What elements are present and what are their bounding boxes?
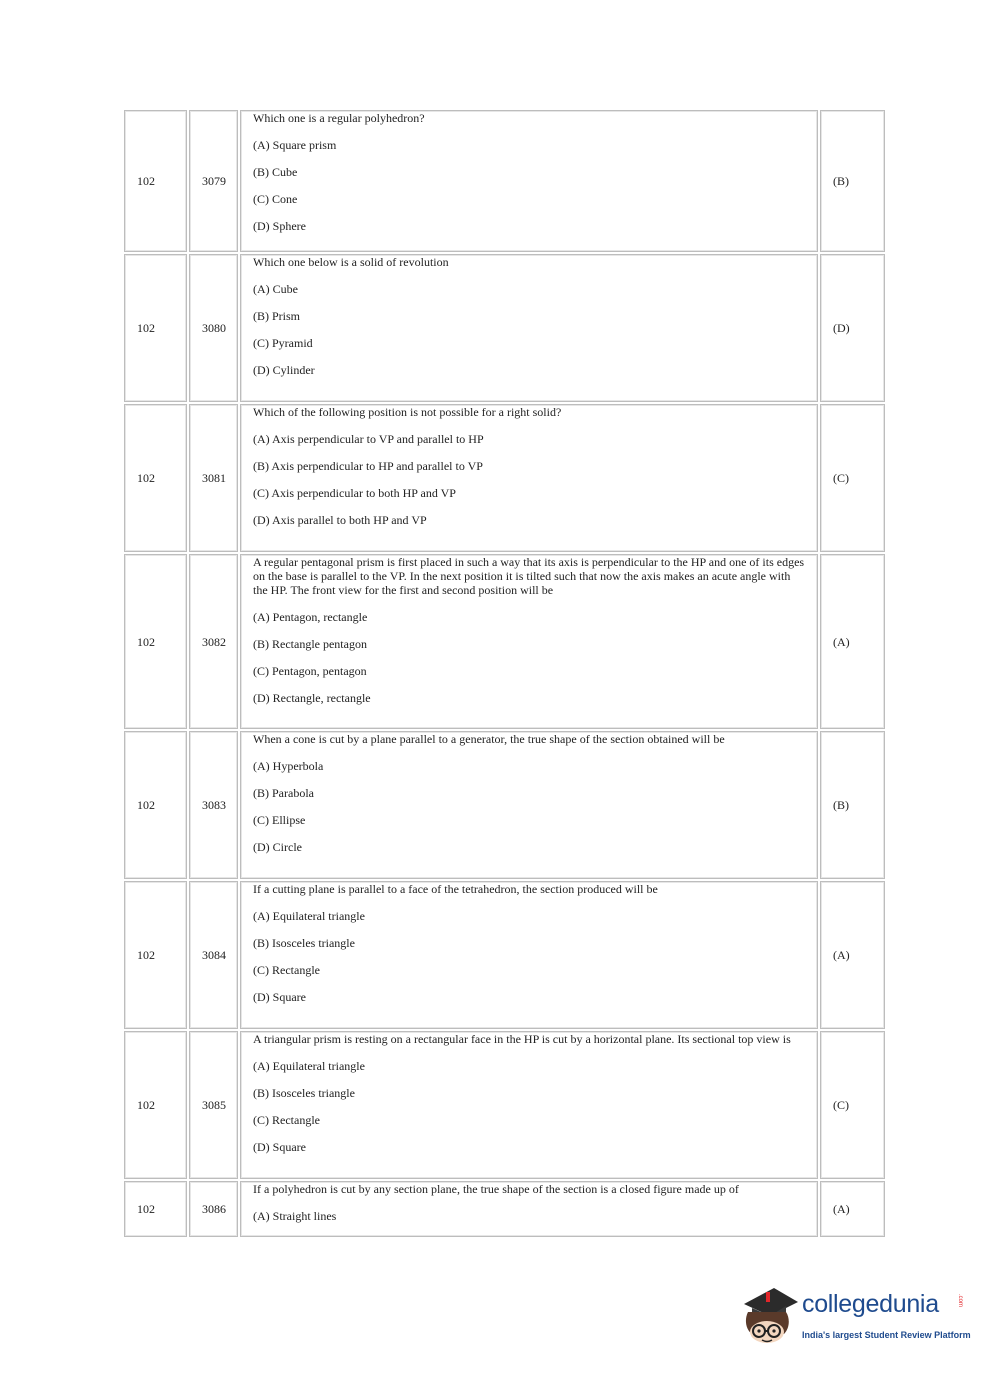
- answer-option: (C) Pentagon, pentagon: [253, 664, 367, 678]
- answer-option: (D) Rectangle, rectangle: [253, 691, 371, 705]
- answer-option: (D) Sphere: [253, 219, 306, 233]
- question-cell: [240, 254, 818, 402]
- logo-domain-suffix: .com: [957, 1294, 963, 1308]
- question-text: A regular pentagonal prism is first placed in such a way that its axis is perpendicular to the HP and one of its edges on the base is parallel to the VP. In the next position it is tilted such that now the axis makes an acute angle with the HP. The front view for the first and second position will be: [253, 555, 805, 597]
- answer-option: (D) Square: [253, 1140, 306, 1154]
- question-number-cell: 3080: [189, 254, 238, 402]
- subject-code-cell: 102: [124, 554, 187, 729]
- answer-option: (C) Rectangle: [253, 963, 320, 977]
- subject-code-cell: 102: [124, 1181, 187, 1237]
- question-number-cell: 3086: [189, 1181, 238, 1237]
- question-cell: [240, 1031, 818, 1179]
- question-cell: [240, 881, 818, 1029]
- question-row: [124, 731, 885, 879]
- question-number-cell: 3084: [189, 881, 238, 1029]
- question-number-cell: 3082: [189, 554, 238, 729]
- answer-option: (D) Cylinder: [253, 363, 315, 377]
- logo-tagline: India's largest Student Review Platform: [802, 1330, 971, 1340]
- subject-code-cell: 102: [124, 731, 187, 879]
- correct-answer-cell: (A): [820, 881, 885, 1029]
- answer-option: (B) Axis perpendicular to HP and parallel to VP: [253, 459, 483, 473]
- subject-code-cell: 102: [124, 881, 187, 1029]
- answer-option: (B) Parabola: [253, 786, 314, 800]
- subject-code-cell: 102: [124, 254, 187, 402]
- correct-answer-cell: (C): [820, 404, 885, 552]
- answer-option: (C) Cone: [253, 192, 298, 206]
- answer-option: (A) Hyperbola: [253, 759, 324, 773]
- correct-answer-cell: (A): [820, 1181, 885, 1237]
- answer-option: (C) Rectangle: [253, 1113, 320, 1127]
- answer-option: (A) Square prism: [253, 138, 337, 152]
- subject-code-cell: 102: [124, 404, 187, 552]
- question-text: When a cone is cut by a plane parallel to a generator, the true shape of the section obtained will be: [253, 732, 725, 746]
- correct-answer-cell: (B): [820, 110, 885, 252]
- answer-option: (A) Axis perpendicular to VP and parallel to HP: [253, 432, 484, 446]
- answer-option: (A) Cube: [253, 282, 298, 296]
- logo-wordmark: collegedunia: [802, 1290, 939, 1318]
- question-text: Which one below is a solid of revolution: [253, 255, 449, 269]
- question-number-cell: 3079: [189, 110, 238, 252]
- question-cell: [240, 1181, 818, 1237]
- answer-option: (A) Equilateral triangle: [253, 1059, 365, 1073]
- answer-option: (D) Axis parallel to both HP and VP: [253, 513, 427, 527]
- question-row: [124, 110, 885, 252]
- question-text: Which of the following position is not possible for a right solid?: [253, 405, 562, 419]
- question-row: [124, 1181, 885, 1237]
- question-cell: [240, 731, 818, 879]
- answer-option: (C) Axis perpendicular to both HP and VP: [253, 486, 456, 500]
- correct-answer-cell: (B): [820, 731, 885, 879]
- question-text: If a cutting plane is parallel to a face of the tetrahedron, the section produced will be: [253, 882, 658, 896]
- question-row: [124, 554, 885, 729]
- answer-option: (A) Equilateral triangle: [253, 909, 365, 923]
- answer-option: (B) Isosceles triangle: [253, 1086, 355, 1100]
- mascot-icon: [740, 1282, 802, 1348]
- answer-option: (B) Rectangle pentagon: [253, 637, 367, 651]
- subject-code-cell: 102: [124, 1031, 187, 1179]
- answer-option: (A) Pentagon, rectangle: [253, 610, 368, 624]
- question-text: A triangular prism is resting on a rectangular face in the HP is cut by a horizontal plane. Its sectional top view is: [253, 1032, 791, 1046]
- question-text: If a polyhedron is cut by any section plane, the true shape of the section is a closed figure made up of: [253, 1182, 739, 1196]
- answer-option: (D) Circle: [253, 840, 302, 854]
- answer-option: (B) Cube: [253, 165, 298, 179]
- subject-code-cell: 102: [124, 110, 187, 252]
- question-number-cell: 3081: [189, 404, 238, 552]
- answer-option: (C) Ellipse: [253, 813, 306, 827]
- answer-option: (D) Square: [253, 990, 306, 1004]
- answer-option: (B) Isosceles triangle: [253, 936, 355, 950]
- question-number-cell: 3085: [189, 1031, 238, 1179]
- answer-option: (A) Straight lines: [253, 1209, 337, 1223]
- question-cell: [240, 554, 818, 729]
- question-table: [122, 108, 885, 1239]
- question-number-cell: 3083: [189, 731, 238, 879]
- correct-answer-cell: (C): [820, 1031, 885, 1179]
- question-row: [124, 1031, 885, 1179]
- correct-answer-cell: (D): [820, 254, 885, 402]
- collegedunia-logo: [740, 1282, 970, 1352]
- answer-option: (B) Prism: [253, 309, 301, 323]
- correct-answer-cell: (A): [820, 554, 885, 729]
- question-cell: [240, 110, 818, 252]
- question-text: Which one is a regular polyhedron?: [253, 111, 425, 125]
- question-cell: [240, 404, 818, 552]
- question-row: [124, 404, 885, 552]
- question-row: [124, 254, 885, 402]
- answer-option: (C) Pyramid: [253, 336, 313, 350]
- question-row: [124, 881, 885, 1029]
- question-table-page: [122, 108, 885, 1241]
